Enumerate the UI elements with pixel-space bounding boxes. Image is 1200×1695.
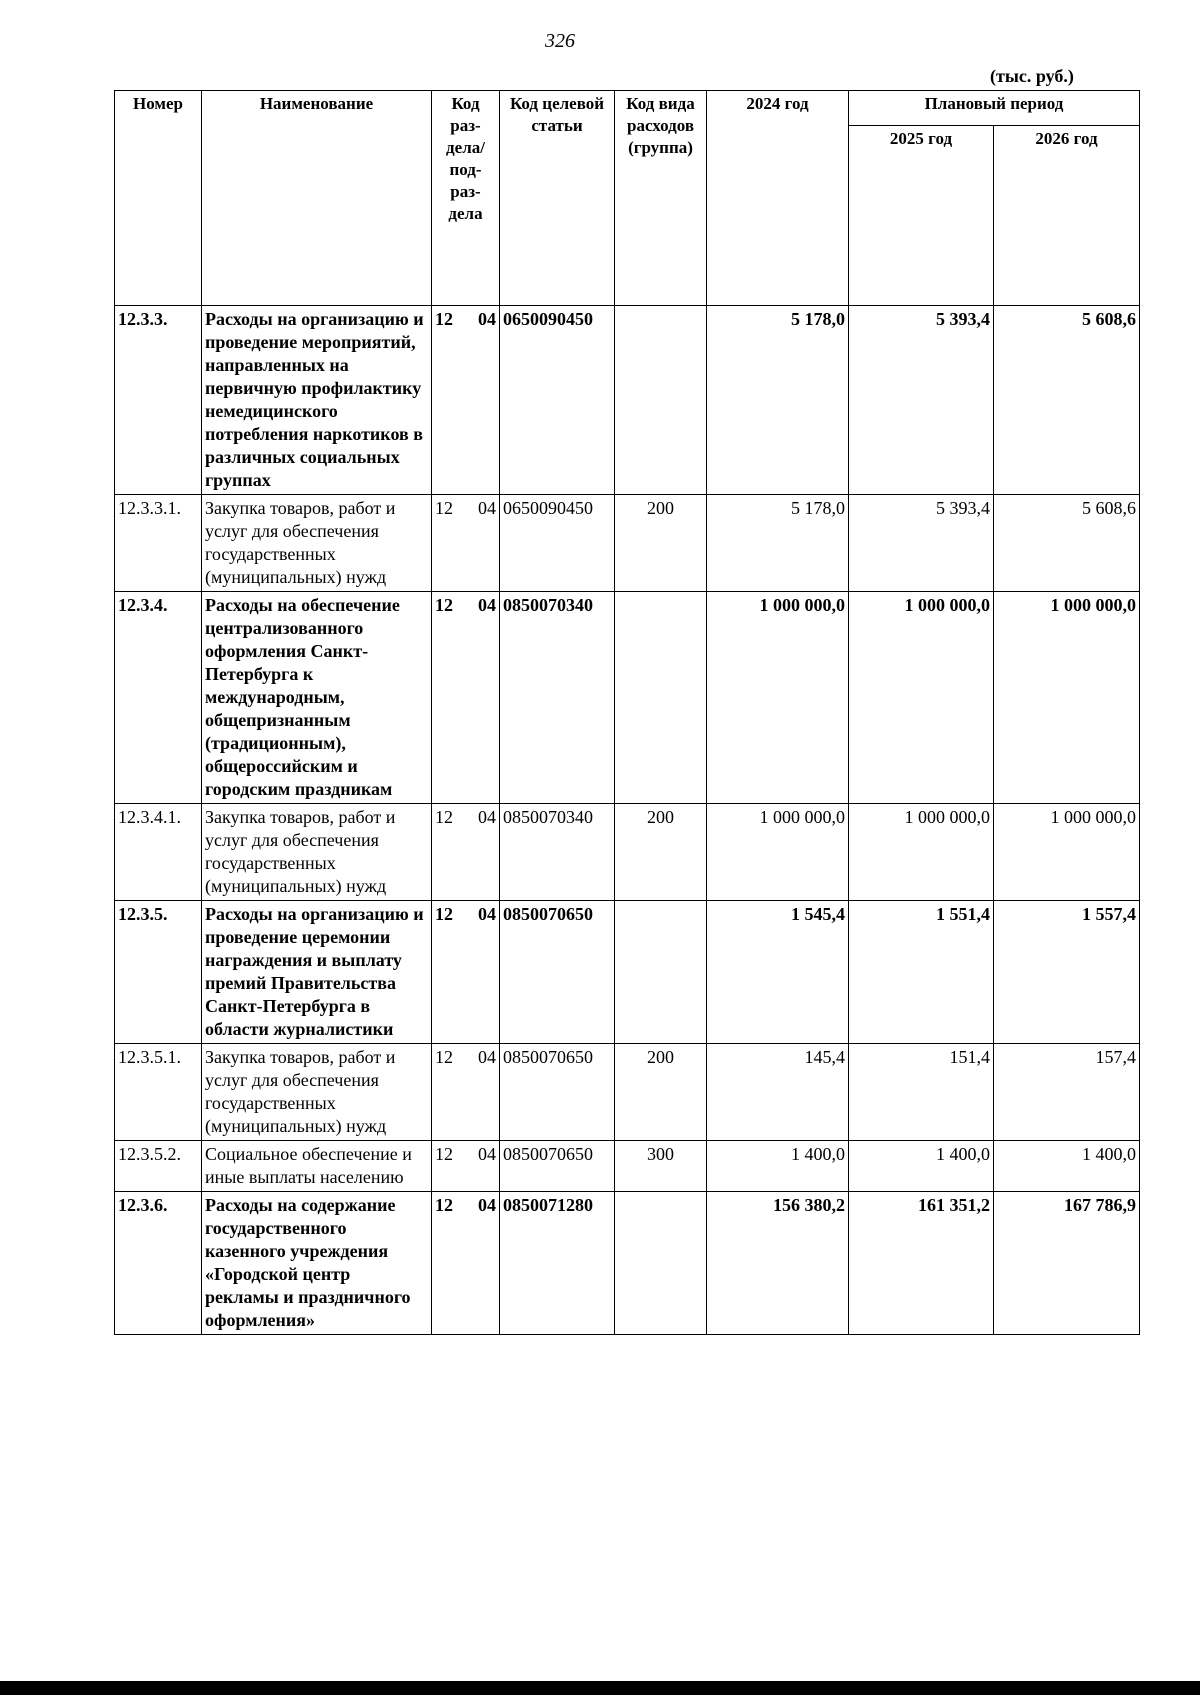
row-section-code	[432, 1192, 500, 1335]
table-row	[115, 901, 1140, 1044]
row-amount-2025: 5 393,4	[849, 306, 994, 495]
section: 12	[435, 1047, 453, 1067]
units-label: (тыс. руб.)	[990, 66, 1074, 86]
row-amount-2026: 5 608,6	[994, 495, 1140, 592]
row-expense-type: 300	[615, 1141, 707, 1192]
section-code-pair	[435, 308, 496, 331]
page-number: 326	[545, 30, 575, 52]
row-name: Социальное обеспечение и иные выплаты населению	[202, 1141, 432, 1192]
row-target-code: 0850070340	[500, 804, 615, 901]
row-section-code	[432, 1044, 500, 1141]
row-number: 12.3.3.	[115, 306, 202, 495]
row-amount-2026: 1 000 000,0	[994, 592, 1140, 804]
row-number: 12.3.5.	[115, 901, 202, 1044]
row-section-code	[432, 804, 500, 901]
row-number: 12.3.4.	[115, 592, 202, 804]
row-amount-2025: 1 000 000,0	[849, 804, 994, 901]
row-name: Закупка товаров, работ и услуг для обеспечения государственных (муниципальных) нужд	[202, 1044, 432, 1141]
row-expense-type: 200	[615, 1044, 707, 1141]
row-target-code: 0850070650	[500, 1141, 615, 1192]
row-expense-type	[615, 901, 707, 1044]
row-section-code	[432, 1141, 500, 1192]
section-code-pair	[435, 1046, 496, 1069]
row-target-code: 0850070650	[500, 901, 615, 1044]
header-section-code: Код раз-дела/ под-раз-дела	[432, 91, 500, 306]
row-amount-2024: 1 545,4	[707, 901, 849, 1044]
header-number: Номер	[115, 91, 202, 306]
table-row	[115, 495, 1140, 592]
table-row	[115, 804, 1140, 901]
subsection: 04	[478, 1144, 496, 1164]
section: 12	[435, 498, 453, 518]
row-amount-2025: 161 351,2	[849, 1192, 994, 1335]
section: 12	[435, 595, 453, 615]
row-target-code: 0650090450	[500, 306, 615, 495]
section-code-pair	[435, 903, 496, 926]
row-amount-2026: 167 786,9	[994, 1192, 1140, 1335]
table-row	[115, 1141, 1140, 1192]
row-amount-2024: 156 380,2	[707, 1192, 849, 1335]
section: 12	[435, 1144, 453, 1164]
section-code-pair	[435, 1194, 496, 1217]
row-amount-2024: 1 000 000,0	[707, 804, 849, 901]
subsection: 04	[478, 498, 496, 518]
table-row	[115, 306, 1140, 495]
section-code-pair	[435, 806, 496, 829]
budget-table	[114, 90, 1140, 1335]
row-amount-2026: 1 400,0	[994, 1141, 1140, 1192]
row-name: Закупка товаров, работ и услуг для обеспечения государственных (муниципальных) нужд	[202, 804, 432, 901]
row-number: 12.3.5.1.	[115, 1044, 202, 1141]
row-amount-2024: 145,4	[707, 1044, 849, 1141]
table-row	[115, 1044, 1140, 1141]
row-target-code: 0850070650	[500, 1044, 615, 1141]
row-name: Расходы на содержание государственного казенного учреждения «Городской центр рекламы и праздничного оформления»	[202, 1192, 432, 1335]
row-section-code	[432, 592, 500, 804]
scan-edge	[0, 1681, 1200, 1695]
header-row-1	[115, 91, 1140, 126]
header-year-2025: 2025 год	[849, 126, 994, 306]
header-year-2024: 2024 год	[707, 91, 849, 306]
section-code-pair	[435, 497, 496, 520]
row-amount-2026: 157,4	[994, 1044, 1140, 1141]
row-section-code	[432, 306, 500, 495]
row-number: 12.3.4.1.	[115, 804, 202, 901]
table-row	[115, 1192, 1140, 1335]
row-amount-2026: 5 608,6	[994, 306, 1140, 495]
subsection: 04	[478, 309, 496, 329]
row-target-code: 0850070340	[500, 592, 615, 804]
row-amount-2024: 5 178,0	[707, 495, 849, 592]
row-expense-type: 200	[615, 495, 707, 592]
section-code-pair	[435, 1143, 496, 1166]
header-year-2026: 2026 год	[994, 126, 1140, 306]
row-section-code	[432, 495, 500, 592]
row-amount-2025: 1 400,0	[849, 1141, 994, 1192]
row-name: Расходы на организацию и проведение мероприятий, направленных на первичную профилактику немедицинского потребления наркотиков в различных социальных группах	[202, 306, 432, 495]
row-amount-2024: 5 178,0	[707, 306, 849, 495]
row-number: 12.3.6.	[115, 1192, 202, 1335]
row-expense-type: 200	[615, 804, 707, 901]
row-amount-2025: 1 000 000,0	[849, 592, 994, 804]
subsection: 04	[478, 1195, 496, 1215]
row-section-code	[432, 901, 500, 1044]
row-target-code: 0850071280	[500, 1192, 615, 1335]
table-row	[115, 592, 1140, 804]
header-plan-period: Плановый период	[849, 91, 1140, 126]
subsection: 04	[478, 904, 496, 924]
subsection: 04	[478, 807, 496, 827]
row-name: Закупка товаров, работ и услуг для обеспечения государственных (муниципальных) нужд	[202, 495, 432, 592]
row-amount-2025: 5 393,4	[849, 495, 994, 592]
row-name: Расходы на обеспечение централизованного оформления Санкт-Петербурга к международным, общепризнанным (традиционным), общероссийским и городским праздникам	[202, 592, 432, 804]
section-code-pair	[435, 594, 496, 617]
row-amount-2026: 1 000 000,0	[994, 804, 1140, 901]
header-name: Наименование	[202, 91, 432, 306]
row-expense-type	[615, 306, 707, 495]
row-expense-type	[615, 592, 707, 804]
section: 12	[435, 309, 453, 329]
row-amount-2024: 1 400,0	[707, 1141, 849, 1192]
row-amount-2025: 1 551,4	[849, 901, 994, 1044]
section: 12	[435, 904, 453, 924]
header-expense-type: Код вида расходов (группа)	[615, 91, 707, 306]
section: 12	[435, 1195, 453, 1215]
row-amount-2025: 151,4	[849, 1044, 994, 1141]
row-number: 12.3.5.2.	[115, 1141, 202, 1192]
row-amount-2024: 1 000 000,0	[707, 592, 849, 804]
row-expense-type	[615, 1192, 707, 1335]
header-target-code: Код целевой статьи	[500, 91, 615, 306]
row-name: Расходы на организацию и проведение церемонии награждения и выплату премий Правительства Санкт-Петербурга в области журналистики	[202, 901, 432, 1044]
subsection: 04	[478, 595, 496, 615]
row-amount-2026: 1 557,4	[994, 901, 1140, 1044]
row-number: 12.3.3.1.	[115, 495, 202, 592]
subsection: 04	[478, 1047, 496, 1067]
section: 12	[435, 807, 453, 827]
row-target-code: 0650090450	[500, 495, 615, 592]
